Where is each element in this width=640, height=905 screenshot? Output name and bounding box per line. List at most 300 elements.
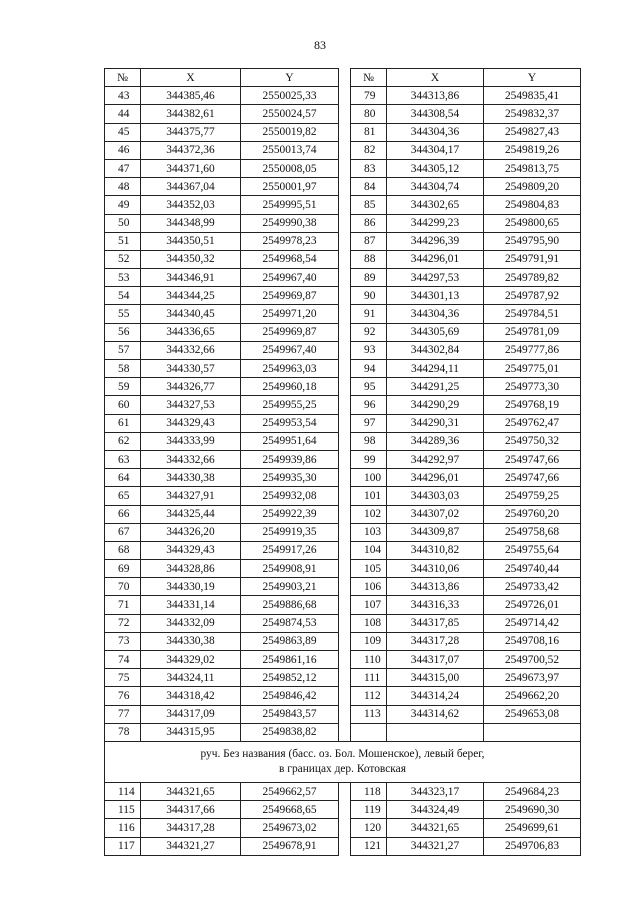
- cell-x-r: 344304,17: [387, 141, 484, 159]
- cell-num-r: 120: [351, 819, 387, 837]
- cell-y-l: 2549939,86: [241, 450, 339, 468]
- cell-x-r: 344304,36: [387, 123, 484, 141]
- table-row: [105, 578, 581, 596]
- column-gap: [339, 487, 351, 505]
- column-gap: [339, 469, 351, 487]
- cell-y-r: 2549740,44: [484, 560, 581, 578]
- cell-x-l: 344330,38: [141, 632, 241, 650]
- cell-x-l: 344327,53: [141, 396, 241, 414]
- cell-num-r: 95: [351, 378, 387, 396]
- cell-num-l: 73: [105, 632, 141, 650]
- cell-num-l: 58: [105, 360, 141, 378]
- cell-y-r: 2549673,97: [484, 669, 581, 687]
- table-row: [105, 651, 581, 669]
- cell-x-r: 344289,36: [387, 432, 484, 450]
- cell-num-l: 61: [105, 414, 141, 432]
- cell-x-r: 344309,87: [387, 523, 484, 541]
- cell-num-l: 76: [105, 687, 141, 705]
- cell-x-r: [387, 723, 484, 741]
- column-gap: [339, 178, 351, 196]
- column-gap: [339, 159, 351, 177]
- cell-num-l: 69: [105, 560, 141, 578]
- cell-x-l: 344372,36: [141, 141, 241, 159]
- cell-num-r: 99: [351, 450, 387, 468]
- cell-y-r: 2549777,86: [484, 341, 581, 359]
- column-gap: [339, 414, 351, 432]
- cell-y-l: 2549673,02: [241, 819, 339, 837]
- table-row: [105, 837, 581, 855]
- table-row: [105, 669, 581, 687]
- cell-num-r: 111: [351, 669, 387, 687]
- cell-y-l: 2550001,97: [241, 178, 339, 196]
- cell-y-r: 2549760,20: [484, 505, 581, 523]
- cell-num-r: 104: [351, 541, 387, 559]
- cell-y-r: 2549775,01: [484, 360, 581, 378]
- cell-y-l: 2549951,64: [241, 432, 339, 450]
- cell-num-r: 119: [351, 801, 387, 819]
- table-row: [105, 560, 581, 578]
- cell-num-r: 121: [351, 837, 387, 855]
- cell-x-l: 344332,66: [141, 341, 241, 359]
- cell-x-r: 344313,86: [387, 87, 484, 105]
- cell-num-r: 87: [351, 232, 387, 250]
- column-gap: [339, 87, 351, 105]
- header-y-left: Y: [241, 69, 339, 87]
- column-gap: [339, 819, 351, 837]
- cell-y-l: 2550008,05: [241, 159, 339, 177]
- cell-num-l: 51: [105, 232, 141, 250]
- cell-x-l: 344324,11: [141, 669, 241, 687]
- cell-x-r: 344302,65: [387, 196, 484, 214]
- cell-x-l: 344344,25: [141, 287, 241, 305]
- cell-x-r: 344313,86: [387, 578, 484, 596]
- cell-x-r: 344321,27: [387, 837, 484, 855]
- table-row: [105, 105, 581, 123]
- table-row: [105, 196, 581, 214]
- cell-x-l: 344329,02: [141, 651, 241, 669]
- table-row: [105, 269, 581, 287]
- cell-x-l: 344318,42: [141, 687, 241, 705]
- table-row: [105, 801, 581, 819]
- header-x-left: X: [141, 69, 241, 87]
- cell-x-l: 344326,20: [141, 523, 241, 541]
- cell-x-l: 344317,09: [141, 705, 241, 723]
- cell-y-r: 2549733,42: [484, 578, 581, 596]
- cell-num-l: 114: [105, 782, 141, 800]
- table-row: [105, 705, 581, 723]
- cell-num-r: 113: [351, 705, 387, 723]
- cell-x-l: 344328,86: [141, 560, 241, 578]
- cell-x-l: 344321,65: [141, 782, 241, 800]
- cell-y-r: 2549726,01: [484, 596, 581, 614]
- table-row: [105, 596, 581, 614]
- table-row: [105, 819, 581, 837]
- table-row: [105, 541, 581, 559]
- table-row: [105, 232, 581, 250]
- cell-y-r: 2549708,16: [484, 632, 581, 650]
- cell-num-r: 94: [351, 360, 387, 378]
- cell-num-l: 47: [105, 159, 141, 177]
- column-gap: [339, 560, 351, 578]
- cell-y-l: 2550024,57: [241, 105, 339, 123]
- cell-x-l: 344327,91: [141, 487, 241, 505]
- cell-x-r: 344308,54: [387, 105, 484, 123]
- cell-num-r: 79: [351, 87, 387, 105]
- cell-y-l: 2549967,40: [241, 341, 339, 359]
- cell-num-l: 50: [105, 214, 141, 232]
- column-gap: [339, 269, 351, 287]
- column-gap: [339, 105, 351, 123]
- cell-num-r: 102: [351, 505, 387, 523]
- cell-y-l: 2549969,87: [241, 287, 339, 305]
- column-gap: [339, 214, 351, 232]
- cell-y-r: 2549784,51: [484, 305, 581, 323]
- cell-y-l: 2549838,82: [241, 723, 339, 741]
- cell-y-r: 2549750,32: [484, 432, 581, 450]
- coordinates-table: [104, 68, 581, 856]
- cell-x-r: 344314,62: [387, 705, 484, 723]
- cell-num-r: 107: [351, 596, 387, 614]
- cell-x-l: 344346,91: [141, 269, 241, 287]
- cell-y-r: 2549747,66: [484, 450, 581, 468]
- cell-x-l: 344367,04: [141, 178, 241, 196]
- table-row: [105, 505, 581, 523]
- cell-y-r: 2549809,20: [484, 178, 581, 196]
- cell-num-l: 66: [105, 505, 141, 523]
- cell-y-r: 2549662,20: [484, 687, 581, 705]
- table-row: [105, 469, 581, 487]
- column-gap: [339, 305, 351, 323]
- cell-num-r: 106: [351, 578, 387, 596]
- column-gap: [339, 687, 351, 705]
- cell-num-r: 110: [351, 651, 387, 669]
- cell-x-l: 344385,46: [141, 87, 241, 105]
- cell-y-r: 2549791,91: [484, 250, 581, 268]
- cell-x-l: 344317,66: [141, 801, 241, 819]
- column-gap: [339, 287, 351, 305]
- cell-x-l: 344329,43: [141, 541, 241, 559]
- cell-x-l: 344330,19: [141, 578, 241, 596]
- cell-y-r: 2549832,37: [484, 105, 581, 123]
- cell-y-r: 2549819,26: [484, 141, 581, 159]
- cell-y-r: 2549690,30: [484, 801, 581, 819]
- cell-num-l: 70: [105, 578, 141, 596]
- cell-x-r: 344307,02: [387, 505, 484, 523]
- cell-num-r: 91: [351, 305, 387, 323]
- cell-num-l: 46: [105, 141, 141, 159]
- table-row: [105, 782, 581, 800]
- cell-num-r: 82: [351, 141, 387, 159]
- cell-y-l: 2549852,12: [241, 669, 339, 687]
- cell-num-l: 78: [105, 723, 141, 741]
- cell-x-l: 344352,03: [141, 196, 241, 214]
- column-gap: [339, 578, 351, 596]
- cell-x-r: 344296,39: [387, 232, 484, 250]
- cell-y-l: 2549919,35: [241, 523, 339, 541]
- column-gap: [339, 378, 351, 396]
- cell-num-r: 89: [351, 269, 387, 287]
- cell-y-l: 2549903,21: [241, 578, 339, 596]
- cell-x-r: 344303,03: [387, 487, 484, 505]
- cell-num-r: 109: [351, 632, 387, 650]
- cell-x-r: 344296,01: [387, 469, 484, 487]
- cell-x-r: 344315,00: [387, 669, 484, 687]
- cell-y-l: 2549861,16: [241, 651, 339, 669]
- cell-num-r: 96: [351, 396, 387, 414]
- cell-x-r: 344291,25: [387, 378, 484, 396]
- cell-x-r: 344296,01: [387, 250, 484, 268]
- cell-x-l: 344326,77: [141, 378, 241, 396]
- cell-num-r: 108: [351, 614, 387, 632]
- cell-num-l: 68: [105, 541, 141, 559]
- cell-x-r: 344310,82: [387, 541, 484, 559]
- column-gap: [339, 705, 351, 723]
- cell-num-r: 97: [351, 414, 387, 432]
- cell-num-l: 48: [105, 178, 141, 196]
- cell-num-l: 45: [105, 123, 141, 141]
- cell-y-r: 2549706,83: [484, 837, 581, 855]
- cell-y-r: 2549768,19: [484, 396, 581, 414]
- cell-x-r: 344317,85: [387, 614, 484, 632]
- cell-x-l: 344350,51: [141, 232, 241, 250]
- cell-y-r: 2549759,25: [484, 487, 581, 505]
- column-gap: [339, 541, 351, 559]
- table-row: [105, 414, 581, 432]
- cell-num-r: 81: [351, 123, 387, 141]
- column-gap: [339, 801, 351, 819]
- cell-y-r: 2549800,65: [484, 214, 581, 232]
- table-row: [105, 487, 581, 505]
- cell-num-l: 71: [105, 596, 141, 614]
- header-x-right: X: [387, 69, 484, 87]
- cell-y-l: 2549922,39: [241, 505, 339, 523]
- table-row: [105, 632, 581, 650]
- cell-num-l: 49: [105, 196, 141, 214]
- cell-num-r: 83: [351, 159, 387, 177]
- column-gap: [339, 69, 351, 87]
- cell-num-r: 98: [351, 432, 387, 450]
- cell-num-r: 80: [351, 105, 387, 123]
- column-gap: [339, 432, 351, 450]
- table-row: [105, 305, 581, 323]
- column-gap: [339, 632, 351, 650]
- table-row: [105, 123, 581, 141]
- column-gap: [339, 523, 351, 541]
- cell-x-l: 344382,61: [141, 105, 241, 123]
- cell-x-l: 344375,77: [141, 123, 241, 141]
- column-gap: [339, 123, 351, 141]
- column-gap: [339, 837, 351, 855]
- cell-y-l: 2549967,40: [241, 269, 339, 287]
- cell-x-r: 344317,07: [387, 651, 484, 669]
- column-gap: [339, 669, 351, 687]
- cell-num-l: 57: [105, 341, 141, 359]
- table-row: [105, 687, 581, 705]
- cell-x-l: 344371,60: [141, 159, 241, 177]
- cell-num-r: 103: [351, 523, 387, 541]
- cell-num-r: [351, 723, 387, 741]
- section-title-line2: в границах дер. Котовская: [279, 762, 406, 775]
- cell-num-l: 63: [105, 450, 141, 468]
- cell-x-r: 344323,17: [387, 782, 484, 800]
- cell-x-l: 344350,32: [141, 250, 241, 268]
- cell-num-r: 118: [351, 782, 387, 800]
- column-gap: [339, 323, 351, 341]
- cell-x-r: 344316,33: [387, 596, 484, 614]
- table-row: [105, 360, 581, 378]
- cell-y-l: 2549874,53: [241, 614, 339, 632]
- table-row: [105, 141, 581, 159]
- column-gap: [339, 505, 351, 523]
- table-row: [105, 378, 581, 396]
- column-gap: [339, 396, 351, 414]
- cell-y-l: 2549935,30: [241, 469, 339, 487]
- cell-y-r: 2549714,42: [484, 614, 581, 632]
- column-gap: [339, 141, 351, 159]
- cell-x-l: 344332,66: [141, 450, 241, 468]
- cell-y-l: 2549668,65: [241, 801, 339, 819]
- cell-y-r: 2549773,30: [484, 378, 581, 396]
- column-gap: [339, 450, 351, 468]
- cell-x-r: 344299,23: [387, 214, 484, 232]
- cell-num-r: 88: [351, 250, 387, 268]
- cell-x-r: 344314,24: [387, 687, 484, 705]
- cell-x-r: 344305,69: [387, 323, 484, 341]
- cell-num-l: 74: [105, 651, 141, 669]
- cell-y-l: 2549908,91: [241, 560, 339, 578]
- cell-num-l: 65: [105, 487, 141, 505]
- table-row: [105, 323, 581, 341]
- table-row: [105, 250, 581, 268]
- cell-y-l: 2549678,91: [241, 837, 339, 855]
- cell-y-r: 2549813,75: [484, 159, 581, 177]
- cell-x-r: 344290,31: [387, 414, 484, 432]
- table-row: [105, 723, 581, 741]
- header-num-left: №: [105, 69, 141, 87]
- cell-num-r: 100: [351, 469, 387, 487]
- cell-y-r: 2549804,83: [484, 196, 581, 214]
- cell-x-l: 344331,14: [141, 596, 241, 614]
- table-row: [105, 614, 581, 632]
- cell-y-l: 2549917,26: [241, 541, 339, 559]
- cell-num-r: 93: [351, 341, 387, 359]
- cell-num-l: 116: [105, 819, 141, 837]
- cell-num-l: 67: [105, 523, 141, 541]
- cell-num-l: 43: [105, 87, 141, 105]
- cell-x-l: 344340,45: [141, 305, 241, 323]
- cell-y-l: 2549978,23: [241, 232, 339, 250]
- cell-x-l: 344329,43: [141, 414, 241, 432]
- cell-y-l: 2549662,57: [241, 782, 339, 800]
- cell-x-r: 344305,12: [387, 159, 484, 177]
- cell-x-l: 344333,99: [141, 432, 241, 450]
- cell-num-r: 101: [351, 487, 387, 505]
- cell-y-l: 2549995,51: [241, 196, 339, 214]
- cell-x-l: 344317,28: [141, 819, 241, 837]
- cell-y-l: 2549969,87: [241, 323, 339, 341]
- cell-y-r: 2549755,64: [484, 541, 581, 559]
- header-y-right: Y: [484, 69, 581, 87]
- cell-y-r: 2549762,47: [484, 414, 581, 432]
- table-row: [105, 159, 581, 177]
- table-row: [105, 287, 581, 305]
- cell-y-r: 2549700,52: [484, 651, 581, 669]
- cell-y-l: 2550019,82: [241, 123, 339, 141]
- cell-x-r: 344317,28: [387, 632, 484, 650]
- cell-y-l: 2549846,42: [241, 687, 339, 705]
- cell-y-r: 2549827,43: [484, 123, 581, 141]
- section-title-line1: руч. Без названия (басс. оз. Бол. Мошенское), левый берег,: [200, 747, 485, 760]
- cell-y-r: 2549653,08: [484, 705, 581, 723]
- cell-y-r: 2549835,41: [484, 87, 581, 105]
- table-header-row: [105, 69, 581, 87]
- cell-y-l: 2549990,38: [241, 214, 339, 232]
- table-row: [105, 341, 581, 359]
- cell-x-r: 344297,53: [387, 269, 484, 287]
- cell-y-r: 2549758,68: [484, 523, 581, 541]
- cell-num-r: 105: [351, 560, 387, 578]
- table-row: [105, 87, 581, 105]
- column-gap: [339, 596, 351, 614]
- cell-num-r: 85: [351, 196, 387, 214]
- cell-y-l: 2549963,03: [241, 360, 339, 378]
- cell-y-r: 2549795,90: [484, 232, 581, 250]
- cell-x-r: 344302,84: [387, 341, 484, 359]
- cell-x-r: 344304,36: [387, 305, 484, 323]
- cell-num-l: 59: [105, 378, 141, 396]
- table-row: [105, 396, 581, 414]
- cell-x-r: 344290,29: [387, 396, 484, 414]
- cell-y-r: 2549699,61: [484, 819, 581, 837]
- cell-num-l: 75: [105, 669, 141, 687]
- cell-y-l: 2549843,57: [241, 705, 339, 723]
- column-gap: [339, 360, 351, 378]
- cell-num-l: 53: [105, 269, 141, 287]
- cell-x-l: 344348,99: [141, 214, 241, 232]
- column-gap: [339, 232, 351, 250]
- cell-x-l: 344315,95: [141, 723, 241, 741]
- cell-num-l: 62: [105, 432, 141, 450]
- cell-num-l: 77: [105, 705, 141, 723]
- cell-num-l: 72: [105, 614, 141, 632]
- cell-num-l: 117: [105, 837, 141, 855]
- cell-num-r: 92: [351, 323, 387, 341]
- cell-num-r: 84: [351, 178, 387, 196]
- cell-y-r: [484, 723, 581, 741]
- cell-y-l: 2550013,74: [241, 141, 339, 159]
- table-row: [105, 214, 581, 232]
- cell-y-r: 2549789,82: [484, 269, 581, 287]
- column-gap: [339, 196, 351, 214]
- cell-x-l: 344336,65: [141, 323, 241, 341]
- cell-x-r: 344301,13: [387, 287, 484, 305]
- column-gap: [339, 614, 351, 632]
- cell-y-l: 2550025,33: [241, 87, 339, 105]
- section-title-row: [105, 741, 581, 782]
- cell-y-l: 2549886,68: [241, 596, 339, 614]
- column-gap: [339, 782, 351, 800]
- cell-num-l: 52: [105, 250, 141, 268]
- cell-num-l: 56: [105, 323, 141, 341]
- cell-y-r: 2549747,66: [484, 469, 581, 487]
- cell-x-r: 344292,97: [387, 450, 484, 468]
- page-number: 83: [314, 38, 326, 52]
- cell-x-l: 344321,27: [141, 837, 241, 855]
- cell-x-r: 344310,06: [387, 560, 484, 578]
- cell-x-l: 344330,38: [141, 469, 241, 487]
- column-gap: [339, 651, 351, 669]
- cell-x-r: 344294,11: [387, 360, 484, 378]
